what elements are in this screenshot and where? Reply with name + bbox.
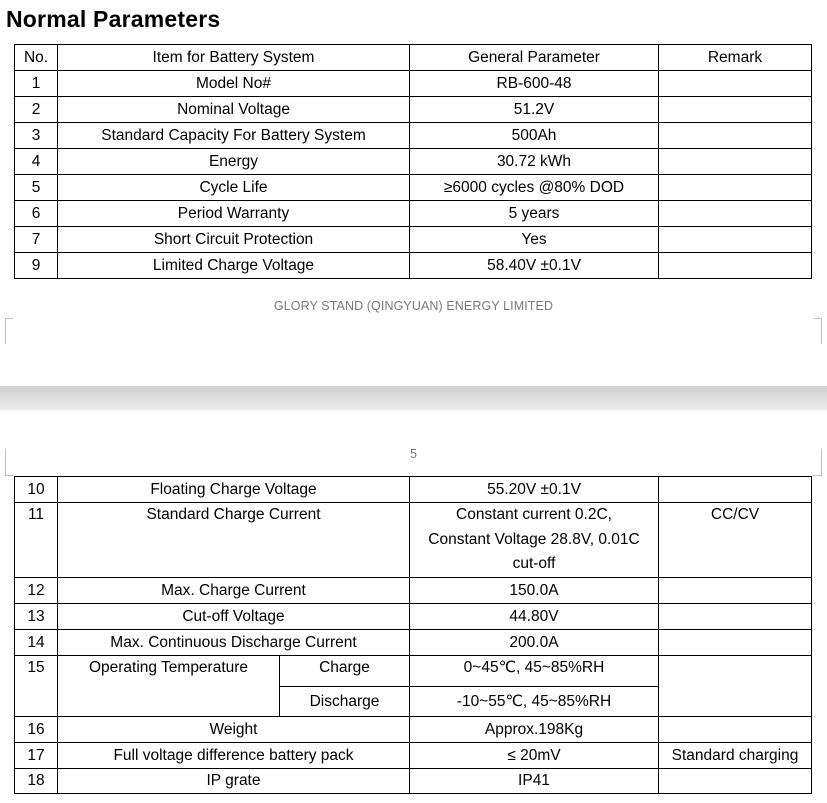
cell-no: 14 (15, 630, 58, 656)
cell-remark (659, 578, 812, 604)
cell-general-parameter: Yes (410, 227, 659, 253)
cell-no: 5 (15, 175, 58, 201)
cell-general-parameter: 58.40V ±0.1V (410, 253, 659, 279)
page-corner-mark (5, 449, 6, 476)
section-heading: Normal Parameters (6, 6, 221, 32)
page-corner-mark (821, 449, 822, 476)
cell-no: 2 (15, 97, 58, 123)
cell-remark (659, 717, 812, 743)
cell-remark (659, 630, 812, 656)
cell-no: 18 (15, 769, 58, 794)
cell-remark (659, 149, 812, 175)
cell-item: Cycle Life (58, 175, 410, 201)
table-row (15, 717, 812, 743)
cell-no: 10 (15, 477, 58, 503)
cell-no: 4 (15, 149, 58, 175)
cell-no: 12 (15, 578, 58, 604)
table-row (15, 503, 812, 578)
cell-no: 16 (15, 717, 58, 743)
cell-item: Full voltage difference battery pack (58, 743, 410, 769)
cell-remark (659, 201, 812, 227)
table-row (15, 227, 812, 253)
table-row (15, 175, 812, 201)
table-row (15, 149, 812, 175)
page-corner-mark (5, 318, 6, 344)
cell-item: Period Warranty (58, 201, 410, 227)
cell-item: Max. Continuous Discharge Current (58, 630, 410, 656)
parameters-table-page-1 (14, 44, 812, 279)
cell-item: Weight (58, 717, 410, 743)
cell-item: Limited Charge Voltage (58, 253, 410, 279)
cell-item: Nominal Voltage (58, 97, 410, 123)
table-row (15, 477, 812, 503)
cell-general-parameter: 5 years (410, 201, 659, 227)
cell-remark (659, 477, 812, 503)
value-line: Constant current 0.2C, (456, 506, 612, 523)
page-corner-mark (821, 318, 822, 344)
cell-no: 13 (15, 604, 58, 630)
cell-no: 7 (15, 227, 58, 253)
cell-general-parameter: 200.0A (410, 630, 659, 656)
cell-general-parameter: Approx.198Kg (410, 717, 659, 743)
cell-remark: CC/CV (659, 503, 812, 578)
cell-no: 1 (15, 71, 58, 97)
cell-remark (659, 604, 812, 630)
page-corner-mark (5, 475, 14, 476)
cell-item: Energy (58, 149, 410, 175)
cell-general-parameter: 55.20V ±0.1V (410, 477, 659, 503)
cell-item: Floating Charge Voltage (58, 477, 410, 503)
page-corner-mark (5, 318, 13, 319)
cell-general-parameter: 44.80V (410, 604, 659, 630)
parameters-table-page-2 (14, 476, 812, 794)
cell-general-parameter: 150.0A (410, 578, 659, 604)
table-row (15, 743, 812, 769)
table-row (15, 253, 812, 279)
cell-item: Max. Charge Current (58, 578, 410, 604)
value-line: Constant Voltage 28.8V, 0.01C (428, 530, 640, 548)
cell-remark (659, 97, 812, 123)
table-row (15, 71, 812, 97)
table-header-row (15, 45, 812, 71)
page-number: 5 (410, 447, 417, 461)
table-row (15, 123, 812, 149)
cell-general-parameter: -10~55℃, 45~85%RH (410, 687, 659, 717)
table-row (15, 97, 812, 123)
cell-general-parameter: 500Ah (410, 123, 659, 149)
header-general-parameter: General Parameter (410, 45, 659, 71)
cell-remark (659, 227, 812, 253)
table-row (15, 604, 812, 630)
table-row (15, 656, 812, 687)
cell-item: Short Circuit Protection (58, 227, 410, 253)
cell-item: Operating Temperature (58, 656, 280, 717)
cell-general-parameter (410, 503, 659, 578)
cell-no: 11 (15, 503, 58, 578)
table-row (15, 630, 812, 656)
cell-general-parameter: ≤ 20mV (410, 743, 659, 769)
cell-item: Model No# (58, 71, 410, 97)
table-row (15, 578, 812, 604)
cell-remark: Standard charging (659, 743, 812, 769)
page-corner-mark (812, 475, 821, 476)
page-break-gap (0, 386, 827, 408)
cell-no: 9 (15, 253, 58, 279)
cell-remark (659, 769, 812, 794)
cell-no: 17 (15, 743, 58, 769)
cell-general-parameter: ≥6000 cycles @80% DOD (410, 175, 659, 201)
footer-company-name: GLORY STAND (QINGYUAN) ENERGY LIMITED (273, 299, 554, 313)
cell-general-parameter: 30.72 kWh (410, 149, 659, 175)
cell-sub-label-charge: Charge (280, 656, 410, 687)
cell-general-parameter: 0~45℃, 45~85%RH (410, 656, 659, 687)
cell-general-parameter: 51.2V (410, 97, 659, 123)
cell-remark (659, 71, 812, 97)
cell-remark (659, 253, 812, 279)
cell-remark (659, 175, 812, 201)
cell-no: 6 (15, 201, 58, 227)
cell-sub-label-discharge: Discharge (280, 687, 410, 717)
cell-no: 3 (15, 123, 58, 149)
header-item: Item for Battery System (58, 45, 410, 71)
header-remark: Remark (659, 45, 812, 71)
cell-item: IP grate (58, 769, 410, 794)
cell-item: Cut-off Voltage (58, 604, 410, 630)
table-row (15, 201, 812, 227)
value-line: cut-off (512, 555, 556, 572)
header-no: No. (15, 45, 58, 71)
cell-item: Standard Charge Current (58, 503, 410, 578)
cell-no: 15 (15, 656, 58, 717)
cell-general-parameter: IP41 (410, 769, 659, 794)
page-corner-mark (814, 318, 822, 319)
cell-item: Standard Capacity For Battery System (58, 123, 410, 149)
cell-general-parameter: RB-600-48 (410, 71, 659, 97)
page-break-shadow (0, 408, 827, 412)
cell-remark (659, 656, 812, 717)
table-row (15, 769, 812, 794)
cell-remark (659, 123, 812, 149)
